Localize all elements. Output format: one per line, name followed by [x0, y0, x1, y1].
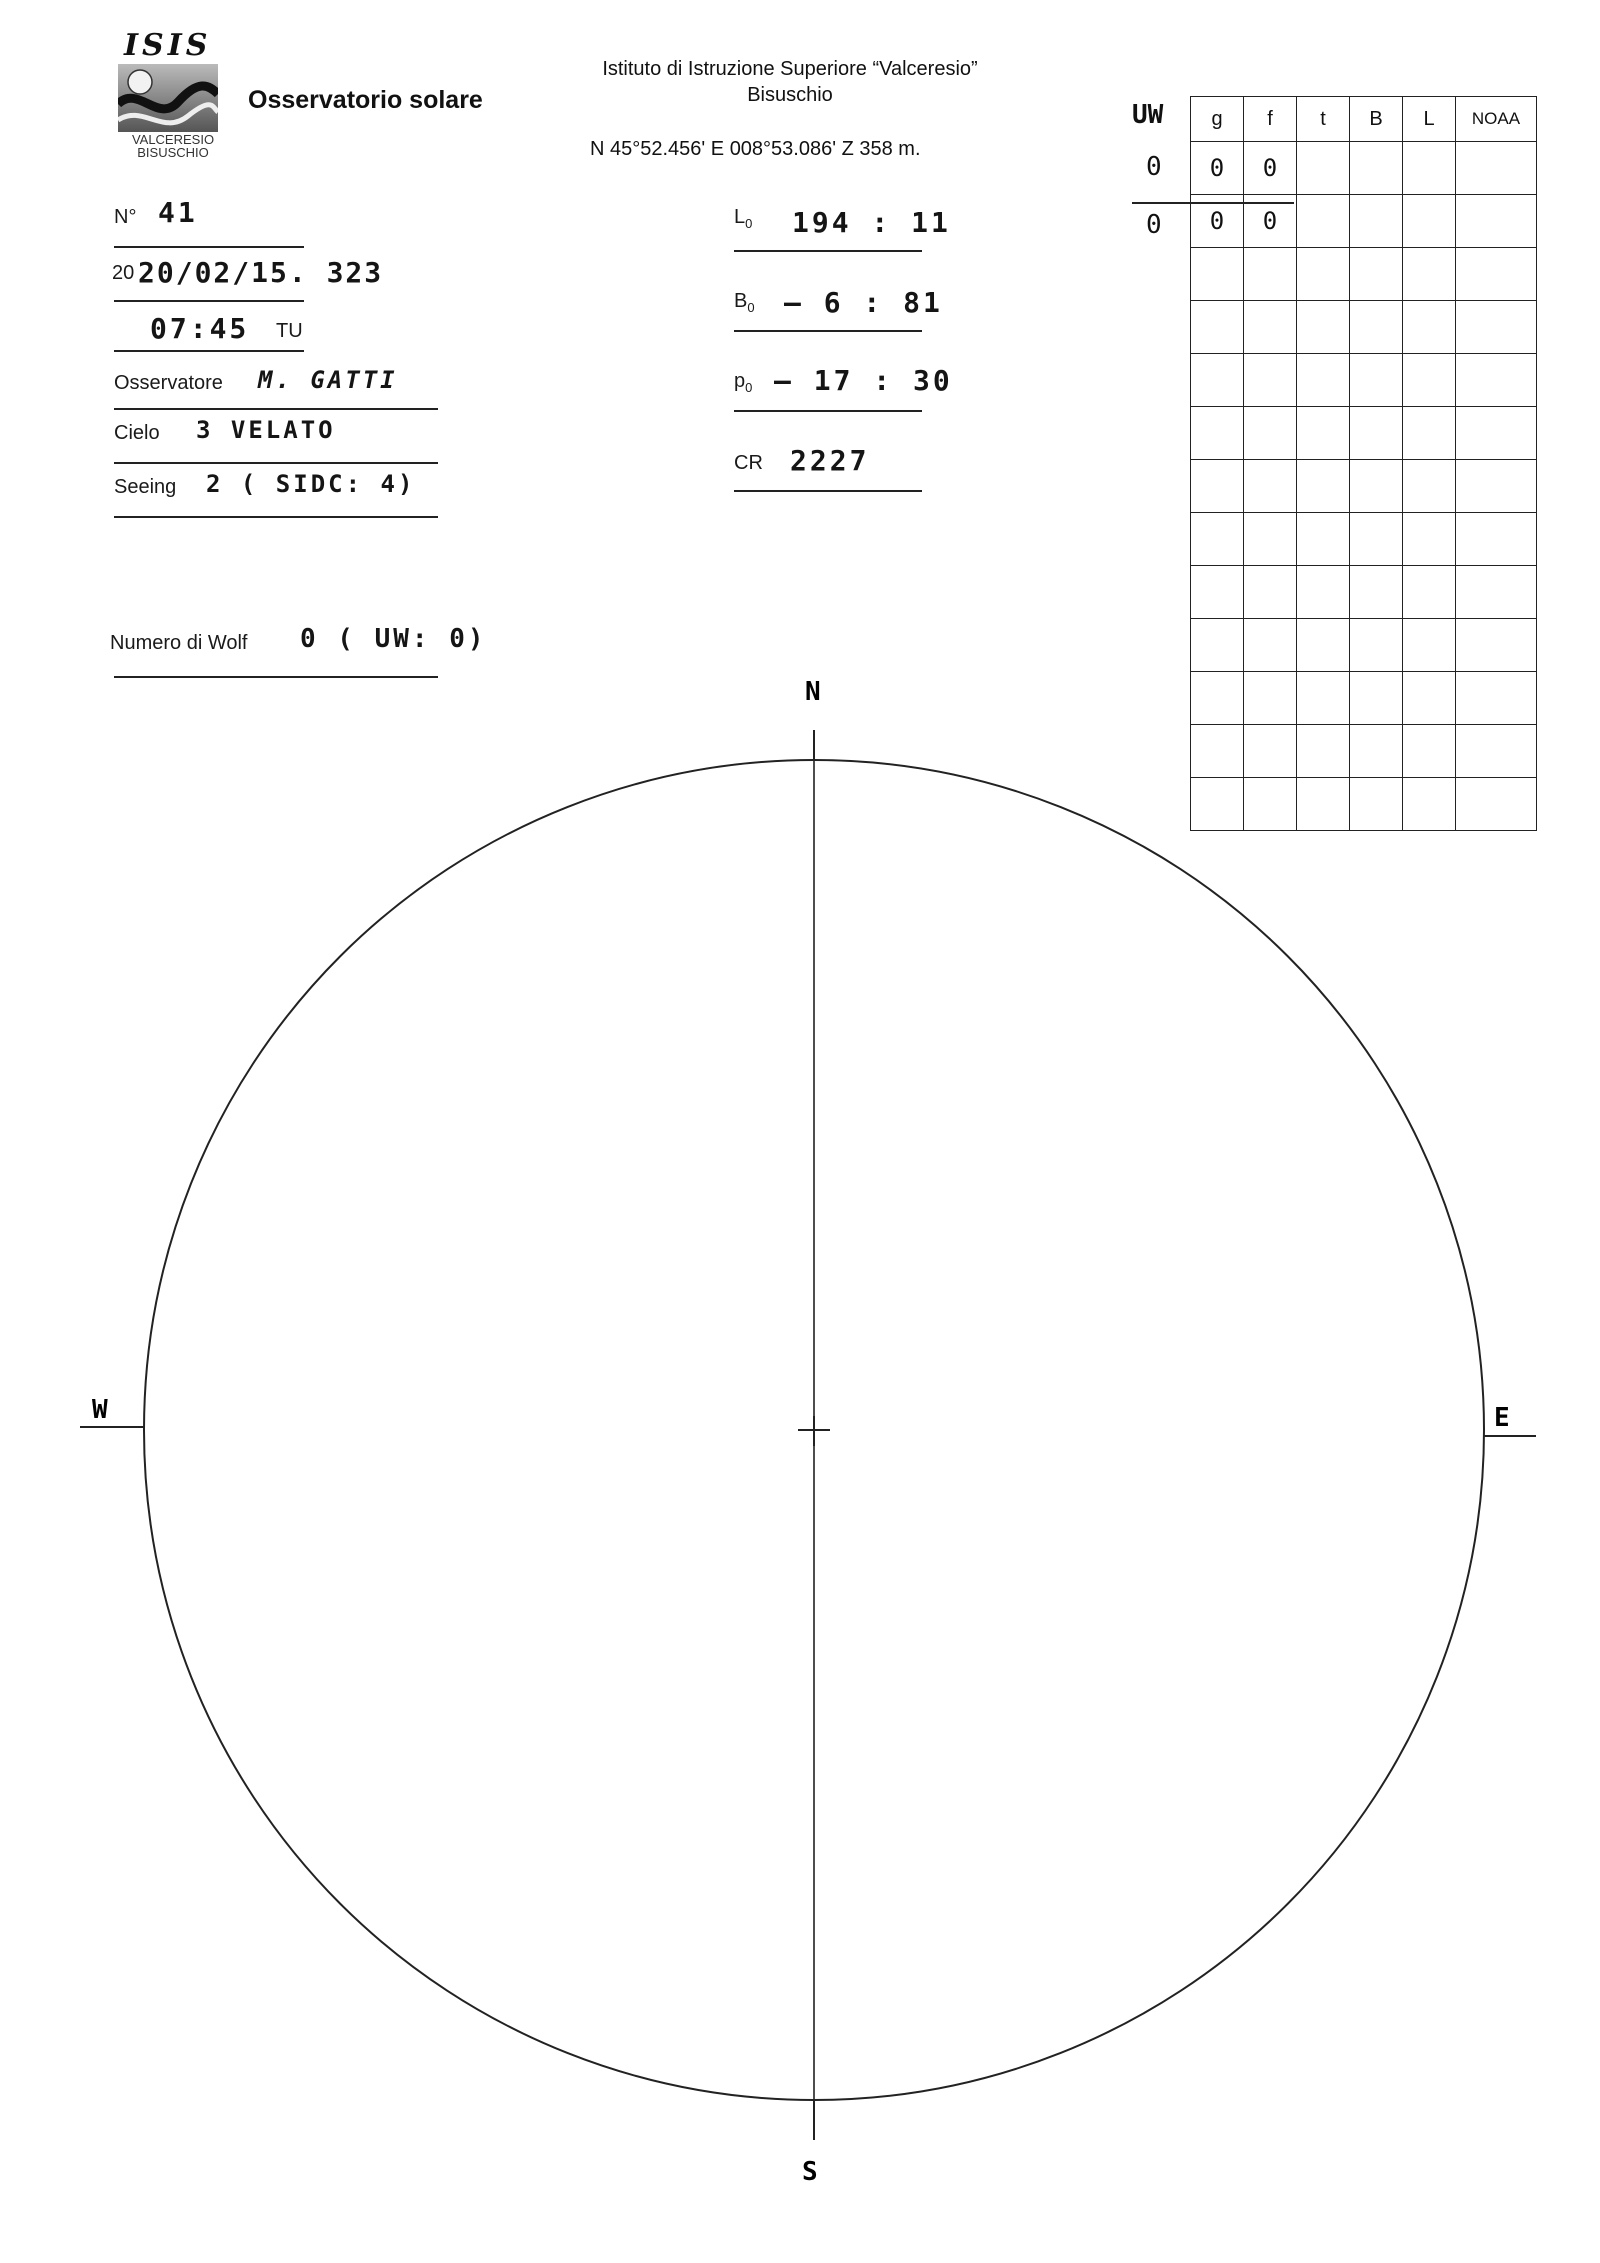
l0-value: 194 : 11 — [792, 206, 951, 239]
table-cell: 0 — [1191, 142, 1244, 195]
logo-mark: ISIS — [124, 28, 212, 63]
observatory-coordinates: N 45°52.456' E 008°53.086' Z 358 m. — [590, 138, 921, 160]
date-value: 20/02/15. 323 — [138, 256, 384, 289]
header-t: t — [1297, 97, 1350, 142]
time-value: 07:45 — [150, 312, 250, 345]
east-label: E — [1494, 1403, 1510, 1433]
west-label: W — [92, 1395, 108, 1425]
date-prefix: 20 — [112, 262, 135, 284]
table-cell: 0 — [1244, 142, 1297, 195]
header-l: L — [1403, 97, 1456, 142]
table-cell: 0 — [1244, 195, 1297, 248]
l0-label: $L_0$ — [734, 206, 753, 231]
cr-value: 2227 — [790, 444, 870, 477]
header-f: f — [1244, 97, 1297, 142]
uw-value-2: 0 — [1146, 210, 1162, 240]
observer-label: Osservatore — [114, 372, 223, 394]
uw-header: UW — [1132, 100, 1164, 130]
header-noaa: NOAA — [1456, 97, 1537, 142]
cr-label: CR — [734, 452, 763, 474]
observer-value: M. GATTI — [258, 366, 398, 394]
b0-label: $B_0$ — [734, 290, 755, 315]
sky-label: Cielo — [114, 422, 160, 444]
south-label: S — [802, 2157, 818, 2187]
wolf-value: 0 ( UW: 0) — [300, 624, 487, 654]
number-value: 41 — [158, 196, 198, 229]
uw-value-1: 0 — [1146, 152, 1162, 182]
north-label: N — [805, 677, 821, 707]
p0-value: – 17 : 30 — [774, 364, 953, 397]
sky-value: 3 VELATO — [196, 416, 336, 444]
seeing-label: Seeing — [114, 476, 177, 498]
logo-caption: VALCERESIO BISUSCHIO — [131, 132, 215, 160]
wolf-label: Numero di Wolf — [110, 632, 248, 654]
table-cell: 0 — [1191, 195, 1244, 248]
b0-value: – 6 : 81 — [784, 286, 943, 319]
header-g: g — [1191, 97, 1244, 142]
number-label: N° — [114, 206, 137, 228]
time-unit: TU — [276, 320, 303, 342]
institute-header: Istituto di Istruzione Superiore “Valceresio” Bisuschio — [602, 58, 978, 106]
header-b: B — [1350, 97, 1403, 142]
seeing-value: 2 ( SIDC: 4) — [206, 470, 416, 498]
p0-label: $p_0$ — [734, 370, 753, 395]
page-title: Osservatorio solare — [248, 86, 483, 114]
